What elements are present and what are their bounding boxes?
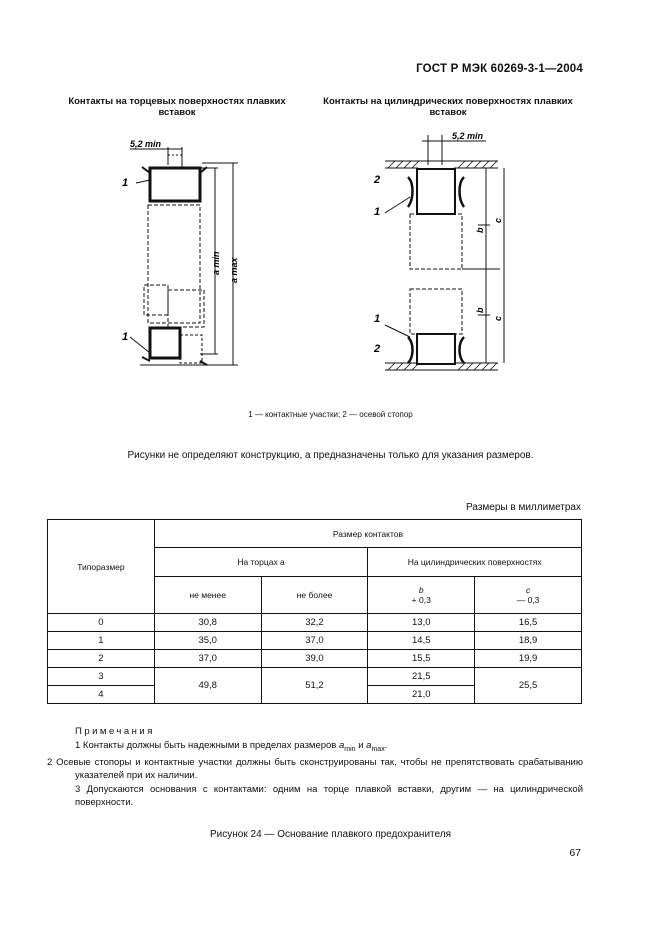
a-max-label: a max: [229, 257, 239, 283]
c-symbol: c: [525, 585, 531, 595]
figure-legend: 1 — контактные участки; 2 — осевой стопор: [248, 410, 413, 419]
b-symbol: b: [418, 585, 424, 595]
label-1-top-left: 1: [122, 177, 129, 189]
notes-block: [47, 725, 583, 810]
cell-max: 37,0: [261, 632, 368, 650]
cell-size: 1: [48, 632, 155, 650]
cell-min: 35,0: [154, 632, 261, 650]
figure-note: Рисунки не определяют конструкцию, а предназначены только для указания размеров.: [127, 450, 534, 461]
note-3: [47, 783, 583, 810]
note-1-end: .: [384, 739, 388, 751]
a-min-label: a min: [211, 251, 221, 275]
dim-label-right: 5,2 min: [452, 131, 484, 141]
label-2-top: 2: [374, 174, 381, 186]
cell-size: 0: [48, 614, 155, 632]
label-1-bottom-left: 1: [122, 331, 129, 343]
cell-b: 21,5: [368, 668, 475, 686]
sub-header-b: [368, 577, 475, 614]
page-number: 67: [569, 847, 581, 859]
label-1-bottom-right: 1: [374, 313, 381, 325]
col-header-type: Типоразмер: [48, 520, 155, 614]
cell-size: 3: [48, 668, 155, 686]
cell-max: 32,2: [261, 614, 368, 632]
label-2-bottom: 2: [374, 343, 381, 355]
note-2: [47, 756, 583, 783]
c-label-top: c: [493, 217, 503, 223]
table-row: [48, 632, 582, 650]
units-label: Размеры в миллиметрах: [466, 502, 581, 513]
cell-max: 39,0: [261, 650, 368, 668]
right-fuse-drawing: [370, 125, 520, 380]
b-tolerance: + 0,3: [411, 595, 431, 605]
cell-c: 16,5: [475, 614, 582, 632]
b-label-top: b: [475, 227, 485, 233]
note-1-text: 1 Контакты должны быть надежными в пределах размеров: [75, 739, 339, 751]
table-row: [48, 668, 582, 686]
dim-label-left: 5,2 min: [130, 139, 162, 149]
sub-header-min: не менее: [154, 577, 261, 614]
col-header-ends: На торцах a: [154, 548, 368, 577]
a-symbol: a: [366, 739, 372, 751]
cell-c: 25,5: [475, 668, 582, 704]
cell-min: 37,0: [154, 650, 261, 668]
cell-b: 14,5: [368, 632, 475, 650]
figure-caption: Рисунок 24 — Основание плавкого предохранителя: [210, 829, 451, 840]
table-row: [48, 650, 582, 668]
cell-size: 4: [48, 686, 155, 704]
max-subscript: max: [371, 745, 385, 753]
cell-b: 13,0: [368, 614, 475, 632]
cell-size: 2: [48, 650, 155, 668]
c-label-bottom: c: [493, 315, 503, 321]
min-subscript: min: [344, 745, 356, 753]
note-1: [75, 739, 583, 756]
note-2-text: 2 Осевые стопоры и контактные участки должны быть сконструированы так, чтобы не препятствовать срабатыванию указателей при их наличии.: [47, 756, 583, 782]
document-header: ГОСТ Р МЭК 60269-3-1—2004: [416, 63, 583, 75]
cell-b: 15,5: [368, 650, 475, 668]
note-3-text: 3 Допускаются основания с контактами: одним на торце плавкой вставки, другим — на цилиндрической поверхности.: [75, 783, 583, 809]
col-header-size: Размер контактов: [154, 520, 581, 548]
left-fuse-drawing: [110, 125, 250, 375]
table-row: [48, 614, 582, 632]
col-header-cyl: На цилиндрических поверхностях: [368, 548, 582, 577]
left-figure-caption: Контакты на торцевых поверхностях плавких вставок: [68, 96, 286, 118]
c-tolerance: — 0,3: [516, 595, 540, 605]
cell-min: 49,8: [154, 668, 261, 704]
a-symbol: a: [339, 739, 345, 751]
cell-c: 19,9: [475, 650, 582, 668]
cell-min: 30,8: [154, 614, 261, 632]
b-label-bottom: b: [475, 307, 485, 313]
label-1-top-right: 1: [374, 206, 381, 218]
cell-max: 51,2: [261, 668, 368, 704]
sub-header-c: [475, 577, 582, 614]
sub-header-max: не более: [261, 577, 368, 614]
right-figure-caption: Контакты на цилиндрических поверхностях плавких вставок: [323, 96, 573, 118]
notes-title: Примечания: [75, 726, 155, 737]
note-1-and: и: [355, 739, 367, 751]
cell-b: 21,0: [368, 686, 475, 704]
dimensions-table: [47, 519, 582, 704]
cell-c: 18,9: [475, 632, 582, 650]
